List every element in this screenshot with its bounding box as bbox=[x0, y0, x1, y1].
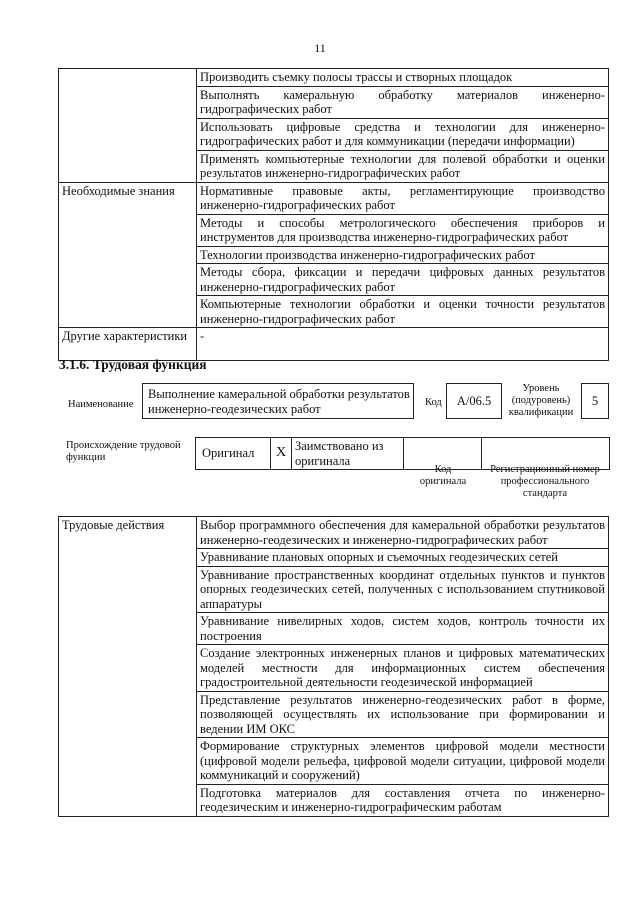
table-row bbox=[59, 328, 609, 361]
name-label: Наименование bbox=[68, 399, 134, 410]
row-text: Технологии производства инженерно-гидрографических работ bbox=[197, 246, 609, 264]
row-text: Уравнивание нивелирных ходов, систем ходов, контроль точности их построения bbox=[197, 613, 609, 645]
row-label-actions: Трудовые действия bbox=[59, 517, 197, 817]
row-text: Методы и способы метрологического обеспечения приборов и инструментов для производства инженерно-гидрографических работ bbox=[197, 214, 609, 246]
code-value: A/06.5 bbox=[456, 394, 492, 408]
original-mark: X bbox=[271, 438, 292, 470]
row-text: Представление результатов инженерно-геодезических работ в форме, позволяющей осуществлять их использование при формировании и ведении ИМ ОКС bbox=[197, 691, 609, 738]
table-row bbox=[59, 69, 609, 87]
row-text: Методы сбора, фиксации и передачи цифровых данных результатов инженерно-гидрографических работ bbox=[197, 264, 609, 296]
row-text: - bbox=[197, 328, 609, 361]
level-value: 5 bbox=[591, 394, 599, 408]
row-text: Формирование структурных элементов цифровой модели местности (цифровой модели рельефа, цифровой модели ситуации, цифровой модели коммуникаций и сооружений) bbox=[197, 738, 609, 785]
skills-knowledge-table bbox=[58, 68, 609, 361]
row-label-other: Другие характеристики bbox=[59, 328, 197, 361]
code-label: Код bbox=[425, 397, 442, 408]
original-cell: Оригинал bbox=[196, 438, 271, 470]
row-text: Создание электронных инженерных планов и цифровых математических моделей местности для информационных систем обеспечения градостроительной деятельности геодезической информацией bbox=[197, 645, 609, 692]
labor-actions-table bbox=[58, 516, 609, 817]
page-number: 11 bbox=[314, 41, 326, 55]
origin-label: Происхождение трудовой функции bbox=[66, 440, 181, 463]
row-label bbox=[59, 69, 197, 183]
row-text: Подготовка материалов для составления отчета по инженерно-геодезическим и инженерно-гидрографическим работам bbox=[197, 784, 609, 816]
row-text: Выполнять камеральную обработку материалов инженерно-гидрографических работ bbox=[197, 86, 609, 118]
level-label: Уровень (подуровень) квалификации bbox=[508, 383, 574, 418]
code-caption: Код оригинала bbox=[419, 464, 467, 487]
row-text: Производить съемку полосы трассы и створных площадок bbox=[197, 69, 609, 87]
row-label-knowledge: Необходимые знания bbox=[59, 182, 197, 328]
table-row bbox=[59, 517, 609, 549]
code-value-box bbox=[446, 383, 502, 419]
level-value-box bbox=[581, 383, 609, 419]
row-text: Применять компьютерные технологии для полевой обработки и оценки результатов инженерно-гидрографических работ bbox=[197, 150, 609, 182]
section-title: 3.1.6. Трудовая функция bbox=[59, 357, 207, 372]
row-text: Компьютерные технологии обработки и оценки точности результатов инженерно-гидрографических работ bbox=[197, 296, 609, 328]
row-text: Нормативные правовые акты, регламентирующие производство инженерно-гидрографических работ bbox=[197, 182, 609, 214]
name-value-box bbox=[142, 383, 414, 419]
table-row bbox=[59, 182, 609, 214]
row-text: Уравнивание плановых опорных и съемочных геодезических сетей bbox=[197, 549, 609, 567]
row-text: Уравнивание пространственных координат отдельных пунктов и пунктов опорных геодезических сетей, полученных с использованием спутниковой аппаратуры bbox=[197, 566, 609, 613]
name-value: Выполнение камеральной обработки результатов инженерно-геодезических работ bbox=[148, 387, 410, 416]
reg-caption: Регистрационный номер профессионального стандарта bbox=[490, 464, 600, 499]
row-text: Использовать цифровые средства и технологии для инженерно-гидрографических работ и для коммуникации (передачи информации) bbox=[197, 118, 609, 150]
borrowed-cell: Заимствовано из оригинала bbox=[292, 438, 404, 470]
row-text: Выбор программного обеспечения для камеральной обработки результатов инженерно-геодезических и инженерно-гидрографических работ bbox=[197, 517, 609, 549]
